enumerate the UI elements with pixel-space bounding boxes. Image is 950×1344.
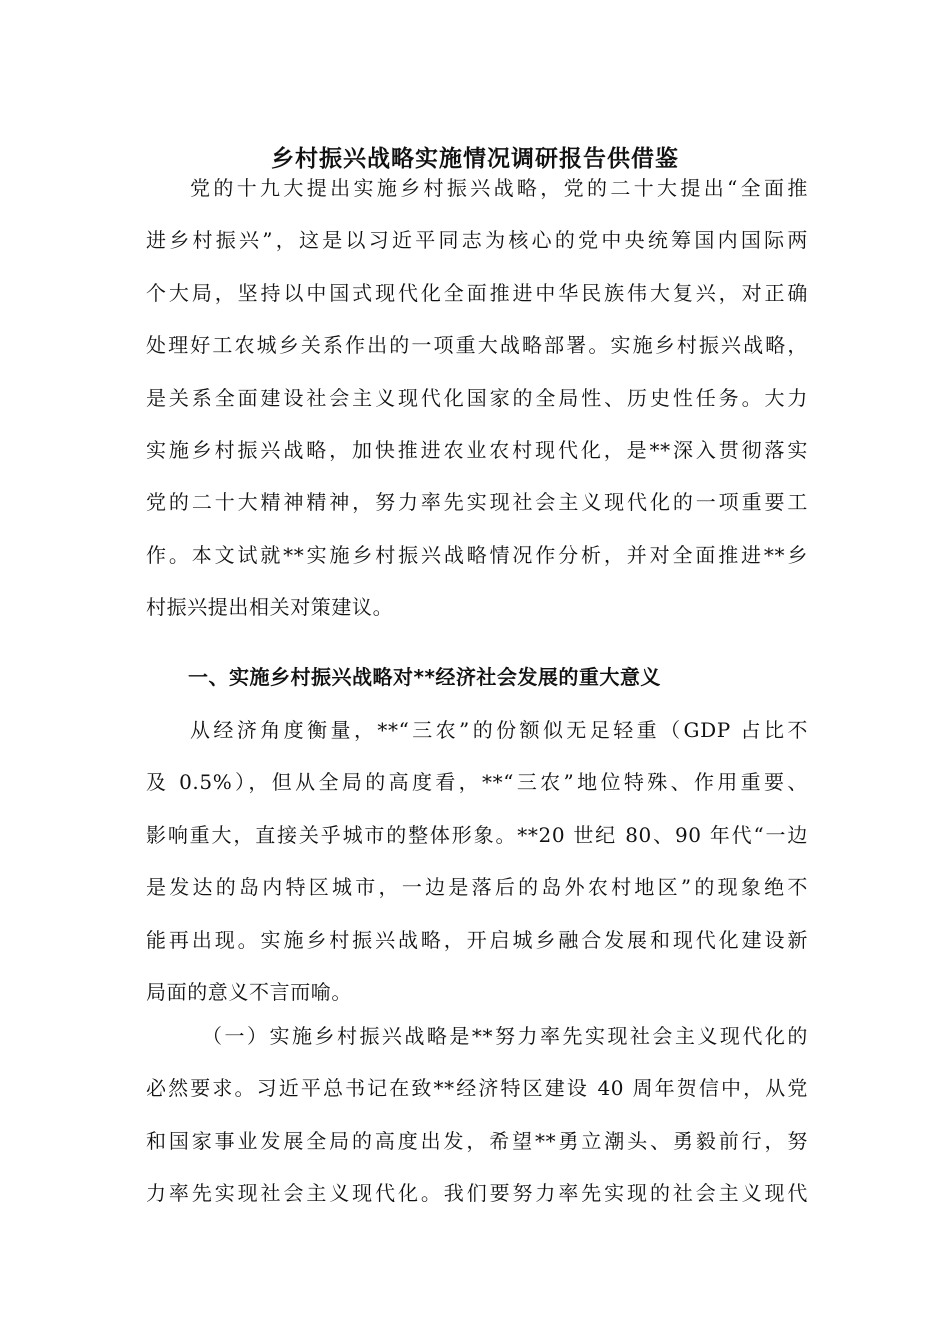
paragraph-line: 进乡村振兴”，这是以习近平同志为核心的党中央统筹国内国际两 xyxy=(146,228,808,253)
paragraph-line: 实施乡村振兴战略，加快推进农业农村现代化，是**深入贯彻落实 xyxy=(146,437,808,462)
paragraph-line: 力率先实现社会主义现代化。我们要努力率先实现的社会主义现代 xyxy=(146,1181,808,1206)
paragraph-line: 是关系全面建设社会主义现代化国家的全局性、历史性任务。大力 xyxy=(146,385,808,410)
paragraph-line: 局面的意义不言而喻。 xyxy=(146,979,352,1004)
paragraph-line: 是发达的岛内特区城市，一边是落后的岛外农村地区”的现象绝不 xyxy=(146,875,808,900)
paragraph-line: 必然要求。习近平总书记在致**经济特区建设 40 周年贺信中，从党 xyxy=(146,1076,808,1101)
intro-paragraph xyxy=(146,162,808,634)
paragraph-line: 个大局，坚持以中国式现代化全面推进中华民族伟大复兴，对正确 xyxy=(146,280,808,305)
subsection-paragraph xyxy=(146,1010,808,1220)
paragraph-line: 村振兴提出相关对策建议。 xyxy=(146,595,394,620)
paragraph-line: 及 0.5%），但从全局的高度看，**“三农”地位特殊、作用重要、 xyxy=(146,770,808,795)
document-title: 乡村振兴战略实施情况调研报告供借鉴 xyxy=(271,146,679,172)
paragraph-line: 作。本文试就**实施乡村振兴战略情况作分析，并对全面推进**乡 xyxy=(146,542,808,567)
paragraph-line: 和国家事业发展全局的高度出发，希望**勇立潮头、勇毅前行，努 xyxy=(146,1128,808,1153)
paragraph-line: 从经济角度衡量，**“三农”的份额似无足轻重（GDP 占比不 xyxy=(190,718,808,742)
paragraph-line: 能再出现。实施乡村振兴战略，开启城乡融合发展和现代化建设新 xyxy=(146,927,808,952)
paragraph-line: 影响重大，直接关乎城市的整体形象。**20 世纪 80、90 年代“一边 xyxy=(146,822,808,847)
paragraph-line: （一）实施乡村振兴战略是**努力率先实现社会主义现代化的 xyxy=(202,1024,808,1048)
section-heading: 一、实施乡村振兴战略对**经济社会发展的重大意义 xyxy=(188,665,661,689)
paragraph-line: 处理好工农城乡关系作出的一项重大战略部署。实施乡村振兴战略， xyxy=(146,333,808,358)
paragraph-line: 党的二十大精神精神，努力率先实现社会主义现代化的一项重要工 xyxy=(146,490,808,515)
section-paragraph xyxy=(146,704,808,1018)
paragraph-line: 党的十九大提出实施乡村振兴战略，党的二十大提出“全面推 xyxy=(190,176,808,200)
